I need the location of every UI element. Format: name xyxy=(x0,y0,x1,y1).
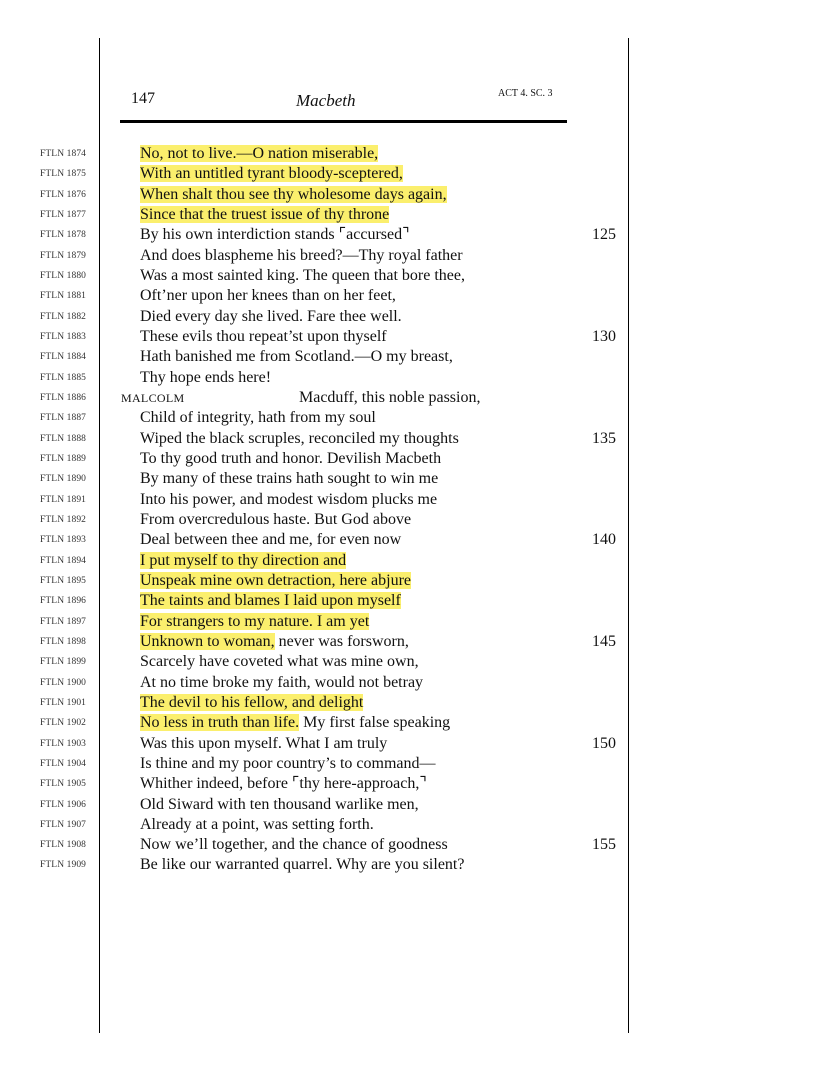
ftln-number: FTLN 1880 xyxy=(40,270,87,281)
verse-text xyxy=(140,164,403,184)
line-number: 150 xyxy=(592,734,616,752)
ftln-number: FTLN 1884 xyxy=(40,352,87,363)
verse-text xyxy=(140,286,396,306)
verse-line xyxy=(0,632,828,652)
verse-line xyxy=(0,591,828,611)
line-number: 135 xyxy=(592,429,616,447)
text-segment: By his own interdiction stands ⌜accursed⌝ xyxy=(140,226,410,244)
ftln-number: FTLN 1893 xyxy=(40,535,87,546)
verse-line xyxy=(0,347,828,367)
verse-text xyxy=(140,571,411,591)
ftln-number: FTLN 1886 xyxy=(40,392,87,403)
highlighted-text: The taints and blames I laid upon myself xyxy=(140,592,401,610)
text-segment: By many of these trains hath sought to win me xyxy=(140,470,439,488)
ftln-number: FTLN 1899 xyxy=(40,657,87,668)
verse-lines xyxy=(0,144,828,876)
verse-text xyxy=(140,734,387,754)
verse-text xyxy=(140,490,437,510)
ftln-number: FTLN 1901 xyxy=(40,697,87,708)
ftln-number: FTLN 1894 xyxy=(40,555,87,566)
verse-text xyxy=(140,449,441,469)
verse-line xyxy=(0,164,828,184)
highlighted-text: Unknown to woman, xyxy=(140,632,275,650)
text-segment: never was forsworn, xyxy=(274,632,409,650)
ftln-number: FTLN 1902 xyxy=(40,718,87,729)
verse-text xyxy=(140,652,419,672)
ftln-number: FTLN 1878 xyxy=(40,230,87,241)
highlighted-text: Since that the truest issue of thy throne xyxy=(140,205,390,223)
text-segment: Whither indeed, before ⌜thy here-approach,⌝ xyxy=(140,775,427,793)
verse-line xyxy=(0,368,828,388)
verse-line xyxy=(0,652,828,672)
line-number: 125 xyxy=(592,226,616,244)
highlighted-text: No less in truth than life. xyxy=(140,714,300,732)
ftln-number: FTLN 1892 xyxy=(40,514,87,525)
verse-text xyxy=(140,185,447,205)
verse-line xyxy=(0,408,828,428)
ftln-number: FTLN 1874 xyxy=(40,149,87,159)
ftln-number: FTLN 1891 xyxy=(40,494,87,505)
ftln-number: FTLN 1900 xyxy=(40,677,87,688)
text-segment: Was this upon myself. What I am truly xyxy=(140,734,388,752)
ftln-number: FTLN 1905 xyxy=(40,779,87,790)
text-segment: From overcredulous haste. But God above xyxy=(140,510,412,528)
text-segment: Died every day she lived. Fare thee well. xyxy=(140,307,402,325)
header-rule xyxy=(120,120,567,123)
text-segment: Old Siward with ten thousand warlike men, xyxy=(140,795,419,813)
ftln-number: FTLN 1877 xyxy=(40,209,87,220)
verse-text xyxy=(140,368,271,388)
text-segment: At no time broke my faith, would not betray xyxy=(140,673,424,691)
ftln-number: FTLN 1890 xyxy=(40,474,87,485)
verse-text xyxy=(140,327,387,347)
text-segment: Was a most sainted king. The queen that bore thee, xyxy=(140,266,465,284)
verse-text xyxy=(140,307,402,327)
verse-text xyxy=(140,530,401,550)
verse-text xyxy=(140,612,369,632)
verse-text xyxy=(140,774,427,794)
text-segment: Wiped the black scruples, reconciled my thoughts xyxy=(140,429,459,447)
speaker-name: MALCOLM xyxy=(121,390,185,405)
verse-line xyxy=(0,612,828,632)
verse-text xyxy=(140,144,378,164)
highlighted-text: Unspeak mine own detraction, here abjure xyxy=(140,571,412,589)
ftln-number: FTLN 1875 xyxy=(40,169,87,180)
ftln-number: FTLN 1879 xyxy=(40,250,87,261)
page-header xyxy=(0,88,828,112)
verse-line xyxy=(0,815,828,835)
text-segment: Be like our warranted quarrel. Why are you silent? xyxy=(140,856,465,874)
ftln-number: FTLN 1888 xyxy=(40,433,87,444)
verse-text xyxy=(140,408,376,428)
verse-text xyxy=(140,835,448,855)
text-segment: Child of integrity, hath from my soul xyxy=(140,409,376,427)
ftln-number: FTLN 1907 xyxy=(40,819,87,830)
verse-text xyxy=(140,246,463,266)
verse-text xyxy=(140,225,410,245)
highlighted-text: With an untitled tyrant bloody-sceptered, xyxy=(140,165,403,183)
text-segment: Now we’ll together, and the chance of goodness xyxy=(140,836,448,854)
ftln-number: FTLN 1895 xyxy=(40,575,87,586)
highlighted-text: The devil to his fellow, and delight xyxy=(140,693,364,711)
ftln-number: FTLN 1897 xyxy=(40,616,87,627)
text-segment: Hath banished me from Scotland.—O my breast, xyxy=(140,348,453,366)
verse-line xyxy=(0,734,828,754)
verse-text xyxy=(140,632,409,652)
ftln-number: FTLN 1885 xyxy=(40,372,87,383)
verse-line xyxy=(0,571,828,591)
ftln-number: FTLN 1903 xyxy=(40,738,87,749)
verse-text xyxy=(140,429,459,449)
text-segment: These evils thou repeat’st upon thyself xyxy=(140,327,387,345)
verse-text xyxy=(299,388,480,408)
text-segment: Thy hope ends here! xyxy=(140,368,272,386)
verse-line xyxy=(0,266,828,286)
act-scene-label: ACT 4. SC. 3 xyxy=(498,88,553,99)
ftln-number: FTLN 1883 xyxy=(40,331,87,342)
verse-line xyxy=(0,449,828,469)
verse-line xyxy=(0,530,828,550)
verse-line xyxy=(0,205,828,225)
verse-line xyxy=(0,225,828,245)
verse-line xyxy=(0,429,828,449)
text-segment: Macduff, this noble passion, xyxy=(299,388,481,406)
line-number: 155 xyxy=(592,836,616,854)
verse-line xyxy=(0,774,828,794)
line-number: 140 xyxy=(592,531,616,549)
ftln-number: FTLN 1909 xyxy=(40,860,87,871)
text-segment: My first false speaking xyxy=(299,714,451,732)
verse-line xyxy=(0,754,828,774)
verse-line xyxy=(0,286,828,306)
ftln-number: FTLN 1904 xyxy=(40,758,87,769)
highlighted-text: I put myself to thy direction and xyxy=(140,551,347,569)
verse-line xyxy=(0,144,828,164)
text-segment: Oft’ner upon her knees than on her feet, xyxy=(140,287,396,305)
verse-line xyxy=(0,673,828,693)
verse-line xyxy=(0,469,828,489)
verse-line xyxy=(0,490,828,510)
text-segment: Is thine and my poor country’s to command— xyxy=(140,754,436,772)
ftln-number: FTLN 1882 xyxy=(40,311,87,322)
verse-line xyxy=(0,307,828,327)
verse-line xyxy=(0,185,828,205)
text-segment: Scarcely have coveted what was mine own, xyxy=(140,653,419,671)
verse-text xyxy=(140,469,438,489)
verse-text xyxy=(140,795,419,815)
verse-line xyxy=(0,246,828,266)
verse-line xyxy=(0,835,828,855)
play-title: Macbeth xyxy=(296,91,356,110)
verse-line xyxy=(0,510,828,530)
verse-text xyxy=(140,673,423,693)
verse-text xyxy=(140,693,363,713)
verse-text xyxy=(140,815,374,835)
highlighted-text: No, not to live.—O nation miserable, xyxy=(140,145,379,162)
verse-text xyxy=(140,591,401,611)
ftln-number: FTLN 1906 xyxy=(40,799,87,810)
page-number: 147 xyxy=(131,90,155,107)
text-segment: And does blaspheme his breed?—Thy royal father xyxy=(140,246,463,264)
verse-line xyxy=(0,693,828,713)
verse-line xyxy=(0,551,828,571)
ftln-number: FTLN 1889 xyxy=(40,453,87,464)
verse-line xyxy=(0,713,828,733)
verse-text xyxy=(140,754,436,774)
text-segment: Already at a point, was setting forth. xyxy=(140,815,374,833)
verse-text xyxy=(140,510,411,530)
highlighted-text: When shalt thou see thy wholesome days again, xyxy=(140,185,447,203)
verse-text xyxy=(140,347,453,367)
text-segment: Deal between thee and me, for even now xyxy=(140,531,402,549)
verse-text xyxy=(140,205,389,225)
verse-text xyxy=(140,551,346,571)
ftln-number: FTLN 1896 xyxy=(40,596,87,607)
verse-text xyxy=(140,855,464,875)
verse-line xyxy=(0,327,828,347)
line-number: 145 xyxy=(592,632,616,650)
text-segment: To thy good truth and honor. Devilish Macbeth xyxy=(140,449,442,467)
text-segment: Into his power, and modest wisdom plucks me xyxy=(140,490,438,508)
ftln-number: FTLN 1898 xyxy=(40,636,87,647)
verse-text xyxy=(140,713,450,733)
ftln-number: FTLN 1881 xyxy=(40,291,87,302)
verse-line xyxy=(0,795,828,815)
ftln-number: FTLN 1908 xyxy=(40,840,87,851)
verse-line xyxy=(0,855,828,875)
highlighted-text: For strangers to my nature. I am yet xyxy=(140,612,370,630)
verse-line xyxy=(0,388,828,408)
verse-text xyxy=(140,266,465,286)
ftln-number: FTLN 1876 xyxy=(40,189,87,200)
ftln-number: FTLN 1887 xyxy=(40,413,87,424)
line-number: 130 xyxy=(592,327,616,345)
